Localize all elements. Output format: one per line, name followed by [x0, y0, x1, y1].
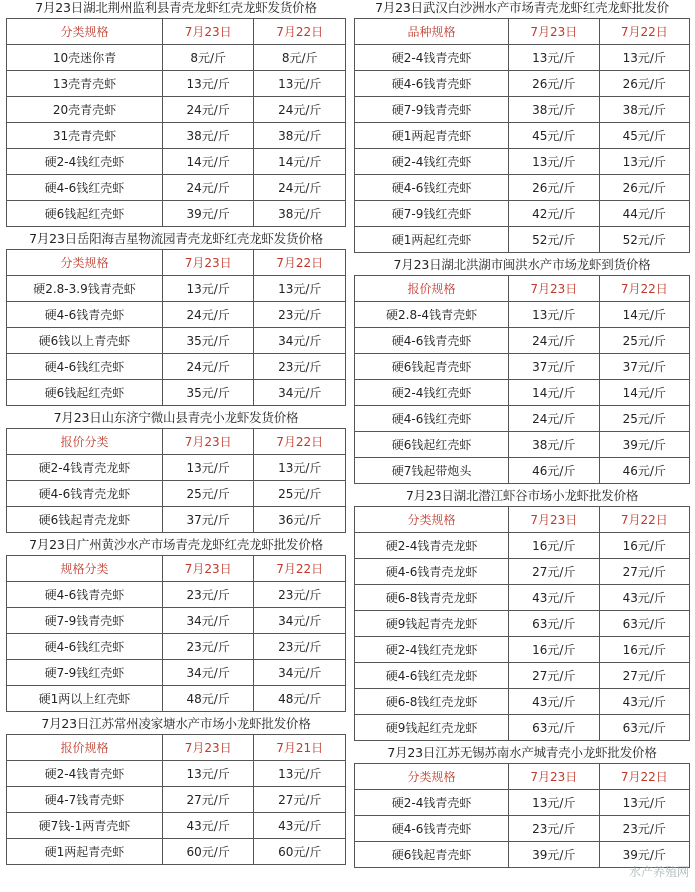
- spec-cell: 硬6-8钱红壳龙虾: [355, 689, 509, 715]
- table-row: [355, 689, 690, 715]
- spec-cell: 硬2-4钱红壳虾: [7, 149, 163, 175]
- spec-cell: 硬6-8钱青壳龙虾: [355, 585, 509, 611]
- price-cell: 63元/斤: [599, 715, 689, 741]
- price-cell: 52元/斤: [599, 227, 689, 253]
- table-row: [7, 380, 346, 406]
- table-row: [355, 123, 690, 149]
- header-cell: 分类规格: [7, 19, 163, 45]
- table-header-row: [355, 19, 690, 45]
- right-column: [354, 0, 690, 872]
- header-cell: 品种规格: [355, 19, 509, 45]
- spec-cell: 硬7钱-1两青壳虾: [7, 813, 163, 839]
- price-cell: 52元/斤: [509, 227, 599, 253]
- spec-cell: 硬6钱起红壳虾: [355, 432, 509, 458]
- price-cell: 38元/斤: [162, 123, 254, 149]
- price-cell: 24元/斤: [162, 302, 254, 328]
- spec-cell: 硬6钱以上青壳虾: [7, 328, 163, 354]
- price-cell: 23元/斤: [254, 354, 346, 380]
- price-cell: 14元/斤: [162, 149, 254, 175]
- spec-cell: 硬1两起红壳虾: [355, 227, 509, 253]
- table-row: [355, 816, 690, 842]
- price-cell: 43元/斤: [599, 585, 689, 611]
- spec-cell: 硬4-6钱红壳龙虾: [355, 663, 509, 689]
- header-cell: 报价规格: [7, 735, 163, 761]
- price-cell: 43元/斤: [162, 813, 254, 839]
- table-row: [7, 761, 346, 787]
- price-cell: 23元/斤: [162, 634, 254, 660]
- header-cell: 7月22日: [599, 276, 689, 302]
- spec-cell: 31壳青壳虾: [7, 123, 163, 149]
- table-row: [7, 302, 346, 328]
- header-cell: 7月22日: [254, 19, 346, 45]
- table-header-row: [355, 276, 690, 302]
- price-cell: 27元/斤: [254, 787, 346, 813]
- table-row: [7, 354, 346, 380]
- price-cell: 13元/斤: [162, 71, 254, 97]
- header-cell: 分类规格: [355, 507, 509, 533]
- price-cell: 16元/斤: [509, 637, 599, 663]
- price-cell: 34元/斤: [162, 660, 254, 686]
- price-table: [6, 428, 346, 533]
- price-cell: 60元/斤: [162, 839, 254, 865]
- table-row: [7, 71, 346, 97]
- watermark: 水产养殖网: [628, 865, 689, 879]
- price-cell: 39元/斤: [162, 201, 254, 227]
- table-row: [355, 227, 690, 253]
- table-row: [7, 813, 346, 839]
- table-row: [355, 71, 690, 97]
- table-row: [355, 201, 690, 227]
- price-cell: 13元/斤: [509, 790, 599, 816]
- price-cell: 25元/斤: [599, 406, 689, 432]
- spec-cell: 硬4-6钱红壳虾: [7, 175, 163, 201]
- price-cell: 23元/斤: [254, 582, 346, 608]
- header-cell: 报价分类: [7, 429, 163, 455]
- price-cell: 13元/斤: [254, 761, 346, 787]
- price-cell: 43元/斤: [599, 689, 689, 715]
- price-cell: 63元/斤: [509, 715, 599, 741]
- price-cell: 24元/斤: [162, 97, 254, 123]
- spec-cell: 硬4-6钱青壳虾: [355, 328, 509, 354]
- spec-cell: 硬6钱起青壳虾: [355, 842, 509, 868]
- price-cell: 23元/斤: [254, 634, 346, 660]
- spec-cell: 硬7钱起带炮头: [355, 458, 509, 484]
- spec-cell: 硬2-4钱青壳龙虾: [7, 455, 163, 481]
- spec-cell: 硬7-9钱青壳虾: [355, 97, 509, 123]
- price-cell: 8元/斤: [162, 45, 254, 71]
- table-title: 7月23日湖北洪湖市闽洪水产市场龙虾到货价格: [393, 257, 651, 272]
- price-cell: 13元/斤: [599, 790, 689, 816]
- table-row: [7, 455, 346, 481]
- header-cell: 7月23日: [509, 507, 599, 533]
- header-cell: 分类规格: [7, 250, 163, 276]
- header-cell: 7月22日: [254, 556, 346, 582]
- table-row: [355, 328, 690, 354]
- header-cell: 7月22日: [599, 507, 689, 533]
- table-row: [355, 458, 690, 484]
- price-cell: 13元/斤: [254, 71, 346, 97]
- spec-cell: 13壳青壳虾: [7, 71, 163, 97]
- price-cell: 24元/斤: [162, 354, 254, 380]
- spec-cell: 硬7-9钱红壳虾: [355, 201, 509, 227]
- table-row: [7, 175, 346, 201]
- header-cell: 7月22日: [599, 764, 689, 790]
- table-header-row: [355, 764, 690, 790]
- price-cell: 25元/斤: [254, 481, 346, 507]
- spec-cell: 硬2-4钱青壳龙虾: [355, 533, 509, 559]
- price-cell: 34元/斤: [254, 608, 346, 634]
- table-row: [355, 533, 690, 559]
- table-row: [7, 481, 346, 507]
- spec-cell: 硬6钱起红壳虾: [7, 380, 163, 406]
- spec-cell: 硬7-9钱红壳虾: [7, 660, 163, 686]
- price-cell: 34元/斤: [162, 608, 254, 634]
- spec-cell: 硬6钱起青壳龙虾: [7, 507, 163, 533]
- table-row: [355, 149, 690, 175]
- price-cell: 38元/斤: [599, 97, 689, 123]
- table-row: [355, 380, 690, 406]
- spec-cell: 20壳青壳虾: [7, 97, 163, 123]
- spec-cell: 硬9钱起红壳龙虾: [355, 715, 509, 741]
- table-row: [7, 45, 346, 71]
- price-cell: 26元/斤: [509, 71, 599, 97]
- spec-cell: 硬2.8-4钱青壳虾: [355, 302, 509, 328]
- table-row: [355, 302, 690, 328]
- price-cell: 43元/斤: [254, 813, 346, 839]
- spec-cell: 硬4-6钱青壳虾: [7, 582, 163, 608]
- header-cell: 7月23日: [162, 735, 254, 761]
- price-cell: 13元/斤: [509, 45, 599, 71]
- table-row: [7, 787, 346, 813]
- table-title: 7月23日山东济宁微山县青壳小龙虾发货价格: [53, 410, 299, 425]
- table-row: [355, 354, 690, 380]
- table-row: [355, 559, 690, 585]
- price-cell: 16元/斤: [509, 533, 599, 559]
- price-cell: 45元/斤: [599, 123, 689, 149]
- table-header-row: [355, 507, 690, 533]
- price-cell: 27元/斤: [599, 663, 689, 689]
- table-row: [7, 201, 346, 227]
- price-cell: 14元/斤: [254, 149, 346, 175]
- table-row: [355, 663, 690, 689]
- table-header-row: [7, 429, 346, 455]
- header-cell: 7月23日: [162, 429, 254, 455]
- spec-cell: 硬4-6钱青壳龙虾: [7, 481, 163, 507]
- spec-cell: 硬1两起青壳虾: [355, 123, 509, 149]
- price-cell: 24元/斤: [162, 175, 254, 201]
- price-cell: 25元/斤: [599, 328, 689, 354]
- price-cell: 38元/斤: [509, 97, 599, 123]
- price-cell: 48元/斤: [254, 686, 346, 712]
- price-cell: 24元/斤: [509, 328, 599, 354]
- price-cell: 26元/斤: [509, 175, 599, 201]
- spec-cell: 硬4-6钱红壳虾: [7, 634, 163, 660]
- price-table: [354, 763, 690, 868]
- header-cell: 7月22日: [599, 19, 689, 45]
- header-cell: 报价规格: [355, 276, 509, 302]
- price-table: [354, 18, 690, 253]
- header-cell: 7月23日: [162, 556, 254, 582]
- price-cell: 45元/斤: [509, 123, 599, 149]
- table-row: [7, 634, 346, 660]
- header-cell: 7月23日: [509, 764, 599, 790]
- price-table: [6, 555, 346, 712]
- price-cell: 24元/斤: [254, 175, 346, 201]
- spec-cell: 硬2-4钱青壳虾: [355, 790, 509, 816]
- spec-cell: 硬2-4钱红壳虾: [355, 380, 509, 406]
- price-cell: 27元/斤: [509, 559, 599, 585]
- spec-cell: 硬7-9钱青壳虾: [7, 608, 163, 634]
- price-cell: 63元/斤: [599, 611, 689, 637]
- table-row: [7, 507, 346, 533]
- table-row: [7, 660, 346, 686]
- price-table: [6, 249, 346, 406]
- table-row: [7, 276, 346, 302]
- table-row: [7, 686, 346, 712]
- spec-cell: 硬4-6钱青壳虾: [7, 302, 163, 328]
- price-cell: 63元/斤: [509, 611, 599, 637]
- header-cell: 7月23日: [162, 19, 254, 45]
- spec-cell: 硬1两以上红壳虾: [7, 686, 163, 712]
- table-header-row: [7, 735, 346, 761]
- spec-cell: 硬4-6钱青壳虾: [355, 816, 509, 842]
- price-cell: 13元/斤: [162, 761, 254, 787]
- spec-cell: 硬4-6钱红壳虾: [7, 354, 163, 380]
- price-cell: 38元/斤: [509, 432, 599, 458]
- price-table: [6, 734, 346, 865]
- price-cell: 23元/斤: [509, 816, 599, 842]
- price-cell: 13元/斤: [162, 276, 254, 302]
- price-cell: 27元/斤: [162, 787, 254, 813]
- table-title: 7月23日岳阳海吉星物流园青壳龙虾红壳龙虾发货价格: [29, 231, 323, 246]
- table-row: [355, 97, 690, 123]
- price-table: [6, 18, 346, 227]
- spec-cell: 硬6钱起青壳虾: [355, 354, 509, 380]
- table-row: [7, 328, 346, 354]
- price-cell: 24元/斤: [509, 406, 599, 432]
- spec-cell: 硬4-6钱红壳虾: [355, 175, 509, 201]
- price-cell: 25元/斤: [162, 481, 254, 507]
- spec-cell: 硬2-4钱红壳龙虾: [355, 637, 509, 663]
- header-cell: 7月23日: [509, 276, 599, 302]
- table-row: [7, 123, 346, 149]
- table-row: [355, 715, 690, 741]
- price-cell: 13元/斤: [254, 276, 346, 302]
- spec-cell: 硬2.8-3.9钱青壳虾: [7, 276, 163, 302]
- price-cell: 26元/斤: [599, 71, 689, 97]
- price-cell: 13元/斤: [162, 455, 254, 481]
- table-title: 7月23日湖北荆州监利县青壳龙虾红壳龙虾发货价格: [35, 0, 317, 15]
- spec-cell: 硬2-4钱青壳虾: [355, 45, 509, 71]
- spec-cell: 硬4-6钱红壳虾: [355, 406, 509, 432]
- price-cell: 27元/斤: [509, 663, 599, 689]
- price-cell: 24元/斤: [254, 97, 346, 123]
- price-cell: 44元/斤: [599, 201, 689, 227]
- price-cell: 39元/斤: [509, 842, 599, 868]
- price-cell: 37元/斤: [599, 354, 689, 380]
- spec-cell: 硬4-6钱青壳龙虾: [355, 559, 509, 585]
- table-row: [7, 608, 346, 634]
- price-cell: 14元/斤: [509, 380, 599, 406]
- price-cell: 16元/斤: [599, 637, 689, 663]
- price-cell: 39元/斤: [599, 432, 689, 458]
- price-cell: 26元/斤: [599, 175, 689, 201]
- price-cell: 14元/斤: [599, 380, 689, 406]
- table-row: [7, 149, 346, 175]
- spec-cell: 硬1两起青壳虾: [7, 839, 163, 865]
- price-cell: 13元/斤: [509, 149, 599, 175]
- table-title: 7月23日广州黄沙水产市场青壳龙虾红壳龙虾批发价格: [29, 537, 323, 552]
- price-cell: 48元/斤: [162, 686, 254, 712]
- spec-cell: 硬2-4钱青壳虾: [7, 761, 163, 787]
- table-row: [7, 582, 346, 608]
- table-header-row: [7, 556, 346, 582]
- header-cell: 7月22日: [254, 250, 346, 276]
- price-cell: 16元/斤: [599, 533, 689, 559]
- table-row: [355, 406, 690, 432]
- price-cell: 43元/斤: [509, 585, 599, 611]
- price-cell: 39元/斤: [599, 842, 689, 868]
- price-table: [354, 275, 690, 484]
- table-row: [355, 611, 690, 637]
- price-cell: 13元/斤: [599, 45, 689, 71]
- table-row: [355, 175, 690, 201]
- price-cell: 27元/斤: [599, 559, 689, 585]
- price-cell: 23元/斤: [599, 816, 689, 842]
- table-title: 7月23日武汉白沙洲水产市场青壳龙虾红壳龙虾批发价: [375, 0, 669, 15]
- price-cell: 46元/斤: [509, 458, 599, 484]
- table-row: [355, 45, 690, 71]
- price-cell: 8元/斤: [254, 45, 346, 71]
- table-row: [7, 839, 346, 865]
- header-cell: 7月22日: [254, 429, 346, 455]
- header-cell: 7月23日: [509, 19, 599, 45]
- price-cell: 37元/斤: [162, 507, 254, 533]
- price-cell: 34元/斤: [254, 328, 346, 354]
- price-cell: 42元/斤: [509, 201, 599, 227]
- spec-cell: 硬2-4钱红壳虾: [355, 149, 509, 175]
- price-cell: 13元/斤: [254, 455, 346, 481]
- spec-cell: 硬9钱起青壳龙虾: [355, 611, 509, 637]
- price-table: [354, 506, 690, 741]
- price-cell: 37元/斤: [509, 354, 599, 380]
- price-cell: 35元/斤: [162, 380, 254, 406]
- left-column: [6, 0, 346, 869]
- price-cell: 36元/斤: [254, 507, 346, 533]
- price-cell: 13元/斤: [599, 149, 689, 175]
- table-header-row: [7, 250, 346, 276]
- spec-cell: 硬6钱起红壳虾: [7, 201, 163, 227]
- price-cell: 14元/斤: [599, 302, 689, 328]
- table-row: [355, 432, 690, 458]
- table-row: [7, 97, 346, 123]
- price-cell: 38元/斤: [254, 123, 346, 149]
- header-cell: 7月21日: [254, 735, 346, 761]
- table-title: 7月23日江苏常州凌家塘水产市场小龙虾批发价格: [41, 716, 311, 731]
- header-cell: 分类规格: [355, 764, 509, 790]
- price-cell: 34元/斤: [254, 660, 346, 686]
- price-cell: 38元/斤: [254, 201, 346, 227]
- table-row: [355, 585, 690, 611]
- header-cell: 规格分类: [7, 556, 163, 582]
- price-cell: 46元/斤: [599, 458, 689, 484]
- table-title: 7月23日湖北潜江虾谷市场小龙虾批发价格: [405, 488, 639, 503]
- price-cell: 35元/斤: [162, 328, 254, 354]
- table-row: [355, 637, 690, 663]
- price-cell: 60元/斤: [254, 839, 346, 865]
- table-header-row: [7, 19, 346, 45]
- price-cell: 13元/斤: [509, 302, 599, 328]
- header-cell: 7月23日: [162, 250, 254, 276]
- table-row: [355, 790, 690, 816]
- spec-cell: 10壳迷你青: [7, 45, 163, 71]
- price-cell: 23元/斤: [254, 302, 346, 328]
- price-cell: 23元/斤: [162, 582, 254, 608]
- spec-cell: 硬4-7钱青壳虾: [7, 787, 163, 813]
- price-cell: 34元/斤: [254, 380, 346, 406]
- table-title: 7月23日江苏无锡苏南水产城青壳小龙虾批发价格: [387, 745, 657, 760]
- spec-cell: 硬4-6钱青壳虾: [355, 71, 509, 97]
- price-cell: 43元/斤: [509, 689, 599, 715]
